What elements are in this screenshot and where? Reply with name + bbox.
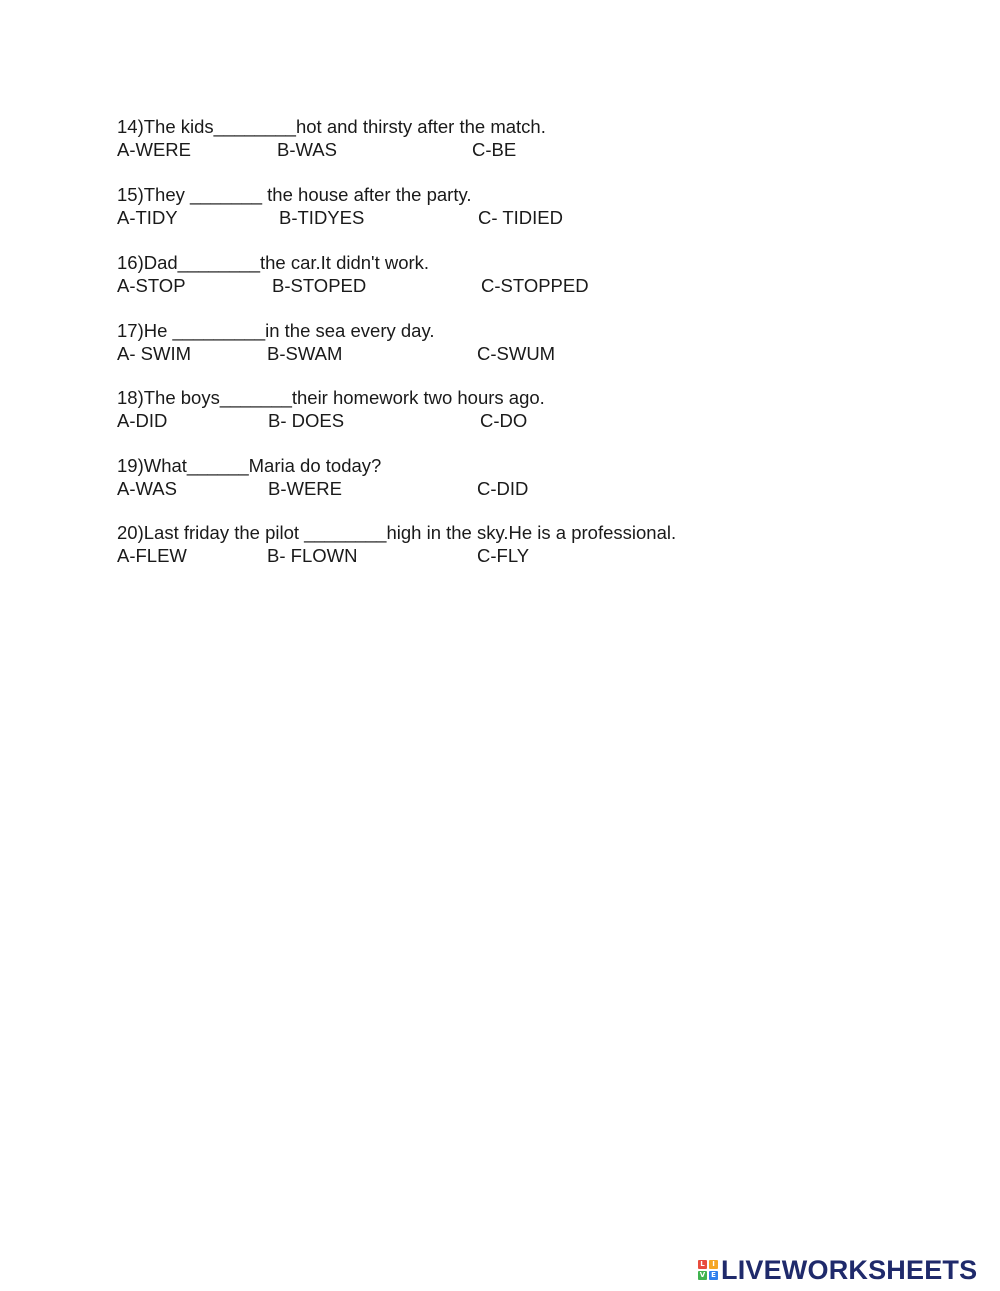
question-stem: 14)The kids________hot and thirsty after the match. bbox=[117, 116, 546, 137]
option-c[interactable]: C-STOPPED bbox=[481, 274, 589, 296]
option-c[interactable]: C- TIDIED bbox=[478, 206, 563, 228]
question-stem: 18)The boys_______their homework two hours ago. bbox=[117, 387, 545, 408]
logo-mark-l: L bbox=[698, 1260, 707, 1269]
option-a[interactable]: A-WERE bbox=[117, 138, 191, 160]
answer-options bbox=[117, 478, 877, 501]
option-a[interactable]: A- SWIM bbox=[117, 342, 191, 364]
question-15 bbox=[117, 184, 877, 229]
option-c[interactable]: C-BE bbox=[472, 138, 517, 160]
question-stem: 15)They _______ the house after the party. bbox=[117, 184, 472, 205]
question-19 bbox=[117, 455, 877, 500]
option-a[interactable]: A-WAS bbox=[117, 477, 177, 499]
logo-mark-e: E bbox=[709, 1271, 718, 1280]
option-b[interactable]: B- DOES bbox=[268, 409, 345, 431]
option-c[interactable]: C-SWUM bbox=[477, 342, 556, 364]
answer-options bbox=[117, 545, 877, 568]
option-c[interactable]: C-DID bbox=[477, 477, 529, 499]
question-18 bbox=[117, 387, 877, 432]
question-stem: 17)He _________in the sea every day. bbox=[117, 320, 435, 341]
logo-mark-v: V bbox=[699, 1271, 706, 1279]
question-stem: 20)Last friday the pilot ________high in the sky.He is a professional. bbox=[117, 522, 677, 543]
option-b[interactable]: B-TIDYES bbox=[279, 206, 365, 228]
option-a[interactable]: A-DID bbox=[117, 409, 168, 431]
answer-options bbox=[117, 207, 877, 230]
liveworksheets-mark-icon bbox=[698, 1260, 718, 1280]
option-a[interactable]: A-STOP bbox=[117, 274, 186, 296]
option-b[interactable]: B- FLOWN bbox=[267, 544, 358, 566]
option-a[interactable]: A-FLEW bbox=[117, 544, 187, 566]
question-17 bbox=[117, 320, 877, 365]
option-c[interactable]: C-DO bbox=[480, 409, 528, 431]
question-stem: 16)Dad________the car.It didn't work. bbox=[117, 252, 430, 273]
question-16 bbox=[117, 252, 877, 297]
option-b[interactable]: B-SWAM bbox=[267, 342, 343, 364]
answer-options bbox=[117, 343, 877, 366]
answer-options bbox=[117, 410, 877, 433]
question-14 bbox=[117, 116, 877, 161]
answer-options bbox=[117, 139, 877, 162]
answer-options bbox=[117, 275, 877, 298]
question-20 bbox=[117, 522, 877, 567]
logo-mark-i: I bbox=[709, 1260, 718, 1269]
option-b[interactable]: B-STOPED bbox=[272, 274, 367, 296]
logo-text: LIVEWORKSHEETS bbox=[721, 1254, 978, 1285]
option-b[interactable]: B-WERE bbox=[268, 477, 342, 499]
option-c[interactable]: C-FLY bbox=[477, 544, 530, 566]
option-a[interactable]: A-TIDY bbox=[117, 206, 178, 228]
liveworksheets-logo[interactable] bbox=[698, 1255, 977, 1285]
question-stem: 19)What______Maria do today? bbox=[117, 455, 382, 476]
option-b[interactable]: B-WAS bbox=[277, 138, 337, 160]
